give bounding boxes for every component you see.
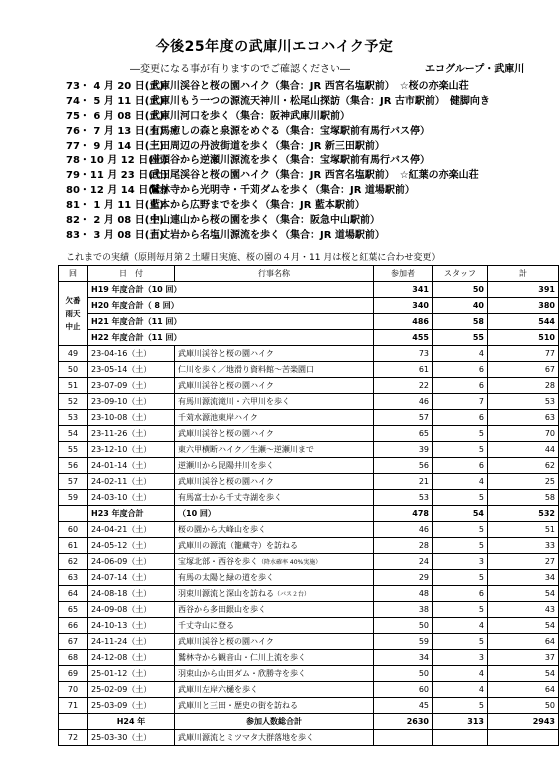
event-note: （バス２台） bbox=[274, 590, 311, 598]
event-note: （降水確率 40%実施） bbox=[258, 558, 322, 566]
no-cell: 50 bbox=[59, 362, 88, 378]
event-cell: 武庫川渓谷と桜の園ハイク bbox=[175, 378, 374, 394]
total-cell: 25 bbox=[488, 474, 559, 490]
staff-cell: 5 bbox=[433, 698, 488, 714]
page-title: 今後25年度の武庫川エコハイク予定 bbox=[155, 39, 394, 55]
participants-cell: 39 bbox=[374, 442, 433, 458]
participants-cell: 29 bbox=[374, 570, 433, 586]
schedule-date: 82・ 2 月 08 日(土) bbox=[66, 215, 164, 227]
staff-cell: 40 bbox=[433, 298, 488, 314]
participants-cell: 57 bbox=[374, 410, 433, 426]
event-cell: 武庫川渓谷と桜の園ハイク bbox=[175, 474, 374, 490]
staff-cell: 5 bbox=[433, 442, 488, 458]
event-cell: 千丈寺山に登る bbox=[175, 618, 374, 634]
participants-cell: 28 bbox=[374, 538, 433, 554]
schedule-item bbox=[66, 95, 526, 110]
event-cell: 有馬富士から千丈寺湖を歩く bbox=[175, 490, 374, 506]
total-cell: 70 bbox=[488, 426, 559, 442]
staff-cell: 7 bbox=[433, 394, 488, 410]
total-cell: 77 bbox=[488, 346, 559, 362]
date-cell: 23-09-10（土） bbox=[88, 394, 175, 410]
date-cell: 23-11-26（土） bbox=[88, 426, 175, 442]
staff-cell: 313 bbox=[433, 714, 488, 730]
participants-cell: 46 bbox=[374, 522, 433, 538]
table-row bbox=[59, 458, 559, 474]
date-cell: 24-09-08（土） bbox=[88, 602, 175, 618]
schedule-date: 79・11 月 23 日(土) bbox=[66, 170, 168, 182]
total-cell: 44 bbox=[488, 442, 559, 458]
grand-total-row bbox=[59, 714, 559, 730]
schedule-item bbox=[66, 154, 526, 169]
participants-cell: 53 bbox=[374, 490, 433, 506]
event-cell: 武庫川源流とミツマタ大群落地を歩く bbox=[175, 730, 374, 746]
no-cell: 57 bbox=[59, 474, 88, 490]
schedule-item bbox=[66, 229, 526, 244]
staff-cell: 58 bbox=[433, 314, 488, 330]
table-row bbox=[59, 538, 559, 554]
participants-cell: 22 bbox=[374, 378, 433, 394]
participants-cell: 24 bbox=[374, 554, 433, 570]
no-cell: 54 bbox=[59, 426, 88, 442]
table-row bbox=[59, 698, 559, 714]
no-cell: 66 bbox=[59, 618, 88, 634]
event-name: 羽束川源流と深山を訪ねる bbox=[178, 588, 274, 598]
table-row bbox=[59, 554, 559, 570]
year-total-label: H22 年度合計（11 回） bbox=[88, 330, 374, 346]
date-cell: 24-05-12（土） bbox=[88, 538, 175, 554]
table-row bbox=[59, 410, 559, 426]
table-row bbox=[59, 394, 559, 410]
staff-cell: 5 bbox=[433, 522, 488, 538]
schedule-date: 73・ 4 月 20 日(土) bbox=[66, 81, 164, 92]
date-cell: 24-01-14（土） bbox=[88, 458, 175, 474]
year-total-label: H21 年度合計（11 回） bbox=[88, 314, 374, 330]
schedule-date: 77・ 9 月 14 日(土) bbox=[66, 140, 164, 152]
date-cell: 23-04-16（土） bbox=[88, 346, 175, 362]
change-notice: ―変更になる事が有りますのでご確認ください― bbox=[130, 64, 350, 75]
date-cell: 23-12-10（土） bbox=[88, 442, 175, 458]
year-total-row bbox=[59, 282, 559, 298]
no-cell: 59 bbox=[59, 490, 88, 506]
cancelled-label: 欠番 雨天 中止 bbox=[59, 282, 88, 346]
schedule-list bbox=[66, 80, 526, 244]
total-cell: 37 bbox=[488, 650, 559, 666]
header-event: 行事名称 bbox=[175, 266, 374, 282]
total-cell: 544 bbox=[488, 314, 559, 330]
table-row bbox=[59, 586, 559, 602]
date-cell: 24-06-09（土） bbox=[88, 554, 175, 570]
header-staff: スタッフ bbox=[433, 266, 488, 282]
total-cell: 27 bbox=[488, 554, 559, 570]
staff-cell: 55 bbox=[433, 330, 488, 346]
total-cell: 64 bbox=[488, 682, 559, 698]
no-cell: 71 bbox=[59, 698, 88, 714]
no-cell: 63 bbox=[59, 570, 88, 586]
schedule-text: 武庫川渓谷と桜の園ハイク（集合：JR 西宮名塩駅前） ☆桜の亦楽山荘 bbox=[150, 81, 469, 92]
no-cell: 64 bbox=[59, 586, 88, 602]
event-cell: 仁川を歩く／地滑り資料館～苦楽園口 bbox=[175, 362, 374, 378]
event-cell: 武庫川渓谷と桜の園ハイク bbox=[175, 426, 374, 442]
year-total-row bbox=[59, 298, 559, 314]
no-cell: 61 bbox=[59, 538, 88, 554]
schedule-date: 81・ 1 月 11 日(土) bbox=[66, 200, 164, 212]
table-row bbox=[59, 474, 559, 490]
year-total-row bbox=[59, 330, 559, 346]
no-cell: 56 bbox=[59, 458, 88, 474]
total-cell: 380 bbox=[488, 298, 559, 314]
schedule-date: 76・ 7 月 13 日(土) bbox=[66, 125, 164, 137]
staff-cell: 5 bbox=[433, 570, 488, 586]
event-cell: 有馬川源流滝川・六甲川を歩く bbox=[175, 394, 374, 410]
total-cell: 43 bbox=[488, 602, 559, 618]
staff-cell: 4 bbox=[433, 474, 488, 490]
records-table bbox=[58, 265, 559, 746]
table-row bbox=[59, 570, 559, 586]
participants-cell bbox=[374, 730, 433, 746]
empty-cell bbox=[59, 714, 88, 730]
header-date: 日 付 bbox=[88, 266, 175, 282]
date-cell: 25-02-09（土） bbox=[88, 682, 175, 698]
total-cell: 33 bbox=[488, 538, 559, 554]
participants-cell: 486 bbox=[374, 314, 433, 330]
event-cell: 武庫川渓谷と桜の園ハイク bbox=[175, 346, 374, 362]
date-cell: 24-12-08（土） bbox=[88, 650, 175, 666]
schedule-text: 藍本から広野までを歩く（集合：JR 藍本駅前） bbox=[150, 200, 365, 212]
participants-cell: 61 bbox=[374, 362, 433, 378]
table-row bbox=[59, 602, 559, 618]
date-cell: 24-04-21（土） bbox=[88, 522, 175, 538]
total-cell: 2943 bbox=[488, 714, 559, 730]
year-total-label: H20 年度合計（ 8 回） bbox=[88, 298, 374, 314]
total-cell: 54 bbox=[488, 666, 559, 682]
total-cell: 532 bbox=[488, 506, 559, 522]
date-cell: 23-07-09（土） bbox=[88, 378, 175, 394]
no-cell: 68 bbox=[59, 650, 88, 666]
header-no: 回 bbox=[59, 266, 88, 282]
schedule-item bbox=[66, 199, 526, 214]
schedule-item bbox=[66, 80, 526, 95]
participants-cell: 65 bbox=[374, 426, 433, 442]
schedule-date: 74・ 5 月 11 日(土) bbox=[66, 95, 164, 107]
schedule-text: 百丈岩から名塩川源流を歩く（集合：JR 道場駅前） bbox=[150, 229, 385, 241]
date-cell: 24-08-18（土） bbox=[88, 586, 175, 602]
year-total-row bbox=[59, 506, 559, 522]
schedule-text: 武庫川もう一つの源流天神川・松尾山探訪（集合：JR 古市駅前） 健脚向き bbox=[150, 95, 490, 107]
total-cell: 54 bbox=[488, 586, 559, 602]
staff-cell: 3 bbox=[433, 650, 488, 666]
event-cell: 有馬の太陽と緑の道を歩く bbox=[175, 570, 374, 586]
participants-cell: 38 bbox=[374, 602, 433, 618]
event-cell: 武庫川と三田・歴史の街を訪ねる bbox=[175, 698, 374, 714]
staff-cell: 5 bbox=[433, 490, 488, 506]
event-cell: 桜の園から大峰山を歩く bbox=[175, 522, 374, 538]
participants-cell: 73 bbox=[374, 346, 433, 362]
staff-cell: 54 bbox=[433, 506, 488, 522]
no-cell: 70 bbox=[59, 682, 88, 698]
no-cell: 51 bbox=[59, 378, 88, 394]
date-cell: 25-03-09（土） bbox=[88, 698, 175, 714]
date-cell: 24-07-14（土） bbox=[88, 570, 175, 586]
table-row bbox=[59, 362, 559, 378]
schedule-text: 三田周辺の丹波街道を歩く（集合：JR 新三田駅前） bbox=[150, 140, 385, 152]
event-cell bbox=[175, 554, 374, 570]
table-row bbox=[59, 650, 559, 666]
table-row bbox=[59, 442, 559, 458]
no-cell: 69 bbox=[59, 666, 88, 682]
event-cell: 千苅水源池東岸ハイク bbox=[175, 410, 374, 426]
staff-cell: 6 bbox=[433, 378, 488, 394]
schedule-item bbox=[66, 214, 526, 229]
staff-cell: 3 bbox=[433, 554, 488, 570]
total-cell: 53 bbox=[488, 394, 559, 410]
table-row bbox=[59, 682, 559, 698]
staff-cell: 5 bbox=[433, 538, 488, 554]
schedule-text: 武田尾渓谷と桜の園ハイク（集合：JR 西宮名塩駅前） ☆紅葉の亦楽山荘 bbox=[150, 170, 479, 182]
participants-cell: 60 bbox=[374, 682, 433, 698]
table-row bbox=[59, 730, 559, 746]
organization-name: エコグループ・武庫川 bbox=[425, 64, 525, 75]
total-cell bbox=[488, 730, 559, 746]
total-cell: 50 bbox=[488, 698, 559, 714]
schedule-date: 75・ 6 月 08 日(土) bbox=[66, 110, 164, 122]
total-cell: 58 bbox=[488, 490, 559, 506]
event-cell bbox=[175, 586, 374, 602]
schedule-date: 83・ 3 月 08 日(土) bbox=[66, 229, 164, 241]
total-cell: 34 bbox=[488, 570, 559, 586]
participants-cell: 455 bbox=[374, 330, 433, 346]
empty-cell bbox=[59, 506, 88, 522]
no-cell: 49 bbox=[59, 346, 88, 362]
date-cell: 24-03-10（土） bbox=[88, 490, 175, 506]
schedule-text: 有馬癒しの森と泉源をめぐる（集合：宝塚駅前有馬行バス停） bbox=[150, 125, 430, 137]
no-cell: 72 bbox=[59, 730, 88, 746]
staff-cell bbox=[433, 730, 488, 746]
staff-cell: 6 bbox=[433, 586, 488, 602]
event-name: 宝塚北部・西谷を歩く bbox=[178, 556, 258, 566]
total-cell: 510 bbox=[488, 330, 559, 346]
table-row bbox=[59, 490, 559, 506]
total-cell: 54 bbox=[488, 618, 559, 634]
participants-cell: 46 bbox=[374, 394, 433, 410]
schedule-text: 武庫川河口を歩く（集合：阪神武庫川駅前） bbox=[150, 110, 350, 122]
staff-cell: 4 bbox=[433, 682, 488, 698]
staff-cell: 6 bbox=[433, 362, 488, 378]
participants-cell: 45 bbox=[374, 698, 433, 714]
participants-cell: 56 bbox=[374, 458, 433, 474]
no-cell: 55 bbox=[59, 442, 88, 458]
event-cell: 武庫川の源流（籠藏寺）を訪ねる bbox=[175, 538, 374, 554]
staff-cell: 5 bbox=[433, 426, 488, 442]
date-cell: 23-05-14（土） bbox=[88, 362, 175, 378]
date-cell: 25-01-12（土） bbox=[88, 666, 175, 682]
schedule-date: 80・12 月 14 日(土) bbox=[66, 185, 168, 197]
table-row bbox=[59, 426, 559, 442]
participants-cell: 341 bbox=[374, 282, 433, 298]
date-cell: 23-10-08（土） bbox=[88, 410, 175, 426]
event-cell: 武庫川渓谷と桜の園ハイク bbox=[175, 634, 374, 650]
schedule-item bbox=[66, 184, 526, 199]
table-row bbox=[59, 618, 559, 634]
participants-cell: 48 bbox=[374, 586, 433, 602]
table-row bbox=[59, 346, 559, 362]
staff-cell: 4 bbox=[433, 618, 488, 634]
participants-cell: 34 bbox=[374, 650, 433, 666]
participants-cell: 340 bbox=[374, 298, 433, 314]
schedule-text: 中山連山から桜の園を歩く（集合：阪急中山駅前） bbox=[150, 215, 380, 227]
staff-cell: 4 bbox=[433, 346, 488, 362]
grand-total-label: 参加人数総合計 bbox=[175, 714, 374, 730]
grand-total-year: H24 年 bbox=[88, 714, 175, 730]
header-total: 計 bbox=[488, 266, 559, 282]
event-cell: 武庫川左岸六樋を歩く bbox=[175, 682, 374, 698]
date-cell: 24-11-24（土） bbox=[88, 634, 175, 650]
staff-cell: 5 bbox=[433, 634, 488, 650]
date-cell: 24-10-13（土） bbox=[88, 618, 175, 634]
table-row bbox=[59, 666, 559, 682]
schedule-item bbox=[66, 125, 526, 140]
no-cell: 60 bbox=[59, 522, 88, 538]
total-cell: 63 bbox=[488, 410, 559, 426]
schedule-text: 座頭谷から逆瀬川源流を歩く（集合：宝塚駅前有馬行バス停） bbox=[150, 155, 430, 167]
total-cell: 62 bbox=[488, 458, 559, 474]
schedule-item bbox=[66, 140, 526, 155]
event-cell: 東六甲横断ハイク／生瀬～逆瀬川まで bbox=[175, 442, 374, 458]
total-cell: 51 bbox=[488, 522, 559, 538]
event-cell: 西谷から多田銀山を歩く bbox=[175, 602, 374, 618]
year-total-label: H19 年度合計（10 回） bbox=[88, 282, 374, 298]
table-row bbox=[59, 634, 559, 650]
participants-cell: 2630 bbox=[374, 714, 433, 730]
year-total-label: H23 年度合計 bbox=[88, 506, 175, 522]
year-total-count: （10 回） bbox=[175, 506, 374, 522]
date-cell: 25-03-30（土） bbox=[88, 730, 175, 746]
staff-cell: 4 bbox=[433, 666, 488, 682]
participants-cell: 59 bbox=[374, 634, 433, 650]
no-cell: 52 bbox=[59, 394, 88, 410]
schedule-text: 鷲林寺から光明寺・千苅ダムを歩く（集合：JR 道場駅前） bbox=[150, 185, 415, 197]
year-total-row bbox=[59, 314, 559, 330]
participants-cell: 21 bbox=[374, 474, 433, 490]
participants-cell: 50 bbox=[374, 666, 433, 682]
event-cell: 逆瀬川から昆陽井川を歩く bbox=[175, 458, 374, 474]
event-cell: 鷲林寺から観音山・仁川上流を歩く bbox=[175, 650, 374, 666]
no-cell: 62 bbox=[59, 554, 88, 570]
table-row bbox=[59, 378, 559, 394]
schedule-item bbox=[66, 169, 526, 184]
no-cell: 67 bbox=[59, 634, 88, 650]
header-participants: 参加者 bbox=[374, 266, 433, 282]
total-cell: 64 bbox=[488, 634, 559, 650]
schedule-date: 78・10 月 12 日(土) bbox=[66, 155, 168, 167]
schedule-item bbox=[66, 110, 526, 125]
staff-cell: 6 bbox=[433, 458, 488, 474]
table-row bbox=[59, 522, 559, 538]
total-cell: 28 bbox=[488, 378, 559, 394]
date-cell: 24-02-11（土） bbox=[88, 474, 175, 490]
records-title: これまでの実績（原則毎月第２土曜日実施、桜の園の４月・11 月は桜と紅葉に合わせ変更） bbox=[66, 253, 441, 263]
total-cell: 67 bbox=[488, 362, 559, 378]
table-header-row bbox=[59, 266, 559, 282]
staff-cell: 6 bbox=[433, 410, 488, 426]
staff-cell: 50 bbox=[433, 282, 488, 298]
event-cell: 羽束山から山田ダム・欣勝寺を歩く bbox=[175, 666, 374, 682]
no-cell: 65 bbox=[59, 602, 88, 618]
participants-cell: 478 bbox=[374, 506, 433, 522]
participants-cell: 50 bbox=[374, 618, 433, 634]
staff-cell: 5 bbox=[433, 602, 488, 618]
total-cell: 391 bbox=[488, 282, 559, 298]
no-cell: 53 bbox=[59, 410, 88, 426]
